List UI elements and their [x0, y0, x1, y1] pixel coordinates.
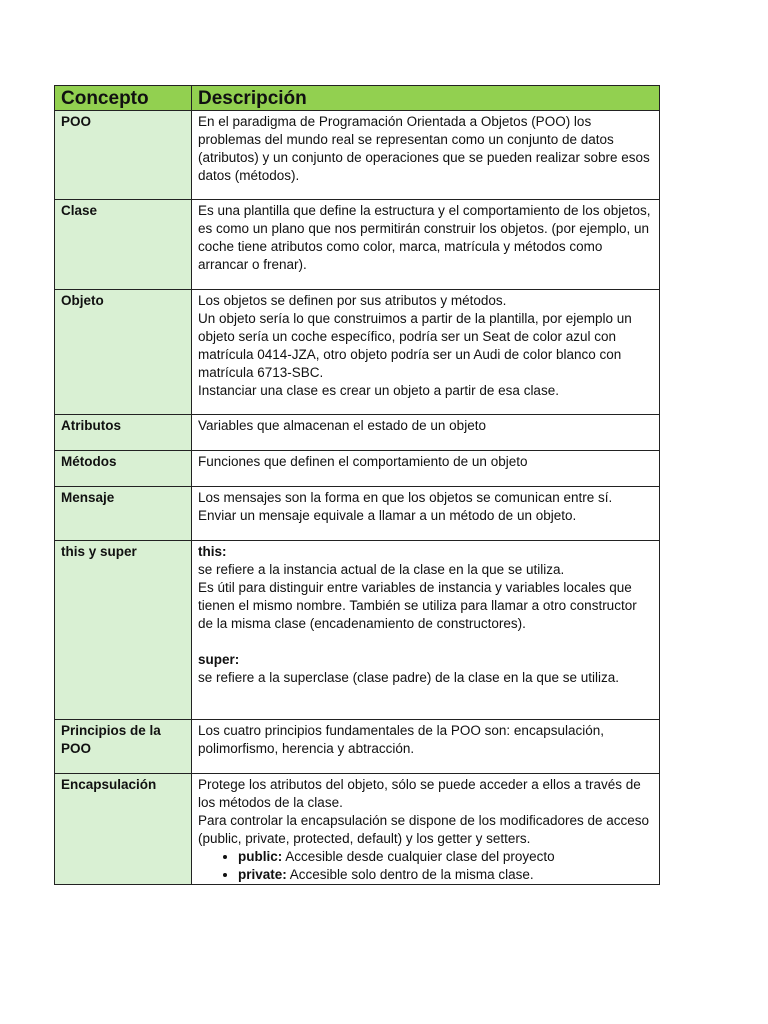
encap-bullet-list	[198, 848, 653, 884]
concept-objeto: Objeto	[55, 290, 192, 415]
this-label: this:	[198, 544, 227, 559]
encap-p1: Protege los atributos del objeto, sólo se puede acceder a ellos a través de los métodos de la clase.	[198, 777, 641, 810]
desc-objeto-p3: Instanciar una clase es crear un objeto a partir de esa clase.	[198, 383, 559, 398]
desc-objeto	[192, 290, 660, 415]
bullet-term: private:	[238, 867, 287, 882]
desc-metodos: Funciones que definen el comportamiento de un objeto	[192, 451, 660, 487]
table-row	[55, 200, 660, 290]
bullet-text: Accesible desde cualquier clase del proyecto	[282, 849, 555, 864]
table-row	[55, 451, 660, 487]
concept-poo: POO	[55, 111, 192, 200]
bullet-term: public:	[238, 849, 283, 864]
table-header-row	[55, 86, 660, 111]
desc-objeto-p1: Los objetos se definen por sus atributos y métodos.	[198, 293, 507, 308]
super-label: super:	[198, 652, 240, 667]
table-row	[55, 415, 660, 451]
header-concepto: Concepto	[55, 86, 192, 111]
desc-principios: Los cuatro principios fundamentales de la POO son: encapsulación, polimorfismo, herencia y abtracción.	[192, 720, 660, 774]
concept-this-super: this y super	[55, 541, 192, 720]
spacer	[198, 633, 653, 651]
concept-clase: Clase	[55, 200, 192, 290]
concepts-table	[54, 85, 660, 885]
table-row	[55, 111, 660, 200]
table-row	[55, 487, 660, 541]
table-row	[55, 290, 660, 415]
list-item	[238, 848, 653, 866]
concept-metodos: Métodos	[55, 451, 192, 487]
desc-poo: En el paradigma de Programación Orientada a Objetos (POO) los problemas del mundo real se representan como un conjunto de datos (atributos) y un conjunto de operaciones que se pueden realizar sobre esos datos (métodos).	[192, 111, 660, 200]
encap-p2: Para controlar la encapsulación se dispone de los modificadores de acceso (public, private, protected, default) y los getter y setters.	[198, 813, 650, 846]
desc-encapsulacion	[192, 774, 660, 885]
table-row	[55, 541, 660, 720]
concept-atributos: Atributos	[55, 415, 192, 451]
table-row	[55, 720, 660, 774]
concept-mensaje: Mensaje	[55, 487, 192, 541]
super-p1: se refiere a la superclase (clase padre) de la clase en la que se utiliza.	[198, 670, 619, 685]
table-row	[55, 774, 660, 885]
concept-principios: Principios de la POO	[55, 720, 192, 774]
this-p2: Es útil para distinguir entre variables de instancia y variables locales que tienen el mismo nombre. También se utiliza para llamar a otro constructor de la misma clase (encadenamiento de constructores).	[198, 580, 637, 631]
list-item	[238, 866, 653, 884]
concept-encapsulacion: Encapsulación	[55, 774, 192, 885]
desc-this-super	[192, 541, 660, 720]
desc-mensaje: Los mensajes son la forma en que los objetos se comunican entre sí. Enviar un mensaje equivale a llamar a un método de un objeto.	[192, 487, 660, 541]
desc-objeto-p2: Un objeto sería lo que construimos a partir de la plantilla, por ejemplo un objeto sería un coche específico, podría ser un Seat de color azul con matrícula 0414-JZA, otro objeto podría ser un Audi de color blanco con matrícula 6713-SBC.	[198, 311, 632, 380]
bullet-text: Accesible solo dentro de la misma clase.	[286, 867, 534, 882]
desc-clase: Es una plantilla que define la estructura y el comportamiento de los objetos, es como un plano que nos permitirán construir los objetos. (por ejemplo, un coche tiene atributos como color, marca, matrícula y métodos como arrancar o frenar).	[192, 200, 660, 290]
desc-atributos: Variables que almacenan el estado de un objeto	[192, 415, 660, 451]
header-descripcion: Descripción	[192, 86, 660, 111]
this-p1: se refiere a la instancia actual de la clase en la que se utiliza.	[198, 562, 565, 577]
